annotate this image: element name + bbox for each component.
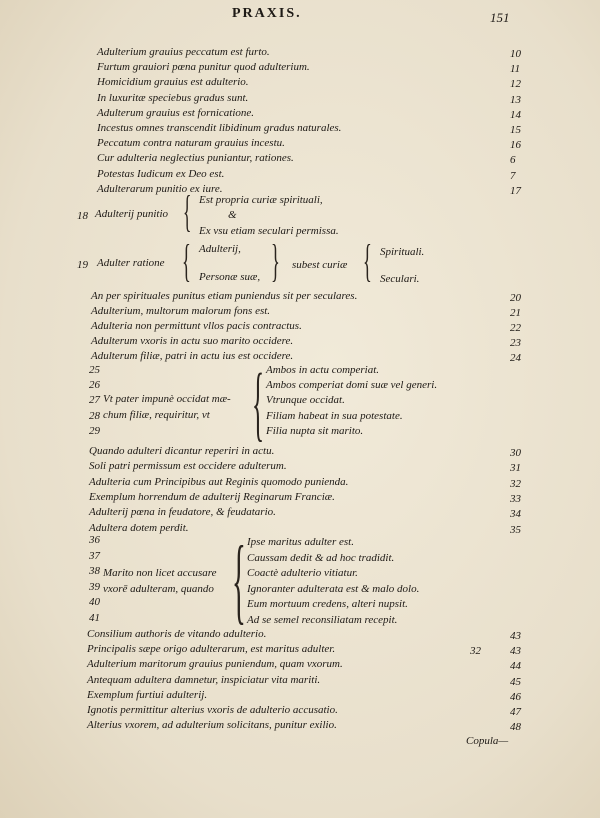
marginal-number: 34 <box>510 508 521 521</box>
brace-item: Ipse maritus adulter est. <box>247 536 354 548</box>
summary-line: Adulteria non permittunt vllos pacis contractus. <box>91 320 302 332</box>
summary-line: Adulterium, multorum malorum fons est. <box>91 305 271 317</box>
marginal-number: 36 <box>89 534 100 546</box>
brace-item: Ad se semel reconsiliatam recepit. <box>247 613 398 626</box>
marginal-number: 20 <box>510 292 521 304</box>
marginal-number: 35 <box>510 523 521 536</box>
marginal-number: 13 <box>510 93 521 106</box>
marginal-number: 40 <box>89 596 100 608</box>
brace-item: Ex vsu etiam seculari permissa. <box>199 225 339 237</box>
marginal-number: 15 <box>510 124 521 136</box>
marginal-number: 43 <box>510 630 521 642</box>
summary-line: Soli patri permissum est occidere adulterum. <box>89 460 287 473</box>
marginal-number: 27 <box>89 394 100 407</box>
marginal-number: 30 <box>510 447 521 459</box>
brace-item: Adulterij, <box>199 243 241 255</box>
block-label: Adulterij punitio <box>95 208 169 220</box>
summary-line: Adulteria cum Principibus aut Reginis quomodo punienda. <box>89 475 349 488</box>
marginal-number: 12 <box>510 78 521 91</box>
summary-line: Exemplum horrendum de adulterij Reginarum Franciæ. <box>89 490 335 503</box>
marginal-number: 38 <box>89 565 100 577</box>
marginal-number: 10 <box>510 48 521 60</box>
summary-line: Furtum grauiori pœna punitur quod adulterium. <box>97 61 310 74</box>
marginal-number: 45 <box>510 675 521 688</box>
brace-item: Ignoranter adulterata est & malo dolo. <box>247 582 420 595</box>
summary-line: Adulterum grauius est fornicatione. <box>97 106 255 119</box>
marginal-number: 31 <box>510 462 521 475</box>
brace-icon: { <box>183 187 192 236</box>
marginal-number: 17 <box>510 184 521 197</box>
marginal-number: 7 <box>510 169 516 182</box>
brace-close-icon: } <box>271 235 280 286</box>
summary-line: Cur adulteria neglectius puniantur, rationes. <box>97 152 294 165</box>
marginal-number: 18 <box>77 210 88 222</box>
brace-item: Seculari. <box>380 273 420 285</box>
marginal-number: 46 <box>510 690 521 703</box>
brace-item: Coactè adulterio vitiatur. <box>247 567 358 579</box>
brace-item: subest curiæ <box>292 259 348 271</box>
brace-item: Personæ suæ, <box>199 271 261 283</box>
running-head: PRAXIS. <box>232 6 302 21</box>
marginal-number: 24 <box>510 352 521 364</box>
marginal-number: 37 <box>89 549 100 562</box>
marginal-number: 47 <box>510 706 521 718</box>
marginal-number: 39 <box>89 580 100 593</box>
marginal-number: 28 <box>89 409 100 422</box>
summary-line: Potestas Iudicum ex Deo est. <box>97 167 225 180</box>
summary-line: Alterius vxorem, ad adulterium solicitans, punitur exilio. <box>87 719 337 732</box>
brace-item: Est propria curiæ spirituali, <box>199 194 323 206</box>
summary-line: Adulterum filiæ, patri in actu ius est occidere. <box>91 350 294 362</box>
summary-line: Antequam adultera damnetur, inspiciatur vita mariti. <box>87 673 321 686</box>
marginal-number: 6 <box>510 154 516 167</box>
summary-line: Adulterium grauius peccatum est furto. <box>97 46 270 58</box>
brace-item: Caussam dedit & ad hoc tradidit. <box>247 551 395 564</box>
block-label: Marito non licet accusare <box>103 567 217 579</box>
marginal-number: 43 <box>510 645 521 658</box>
summary-line: Adulterij pœna in feudatore, & feudatario. <box>89 506 276 519</box>
marginal-number: 32 <box>470 645 481 658</box>
brace-item: Vtrunque occidat. <box>266 394 345 407</box>
brace-icon: { <box>252 357 265 450</box>
marginal-number: 44 <box>510 660 521 673</box>
summary-line: Peccatum contra naturam grauius incestu. <box>97 137 285 150</box>
summary-line: In luxuritæ speciebus gradus sunt. <box>97 91 249 104</box>
summary-line: Ignotis permittitur alterius vxoris de adulterio accusatio. <box>87 704 338 716</box>
marginal-number: 29 <box>89 424 100 437</box>
marginal-number: 33 <box>510 492 521 505</box>
brace-icon: { <box>363 235 372 286</box>
catchword: Copula— <box>466 735 509 747</box>
marginal-number: 19 <box>77 259 88 271</box>
brace-item: Spirituali. <box>380 246 425 258</box>
block-label: Adulter ratione <box>97 257 165 269</box>
brace-icon: { <box>232 526 246 633</box>
marginal-number: 16 <box>510 139 521 152</box>
summary-line: Quando adulteri dicantur reperiri in actu. <box>89 445 275 457</box>
marginal-number: 48 <box>510 721 521 734</box>
brace-item: & <box>228 209 237 221</box>
summary-line: Consilium authoris de vitando adulterio. <box>87 628 267 640</box>
summary-line: Adultera dotem perdit. <box>89 521 189 534</box>
page-number: 151 <box>490 10 510 25</box>
marginal-number: 11 <box>510 63 521 76</box>
brace-item: Ambos comperiat domi suæ vel generi. <box>266 379 438 392</box>
marginal-number: 25 <box>89 364 100 376</box>
brace-icon: { <box>182 235 191 286</box>
block-label: Vt pater impunè occidat mæ- <box>103 393 231 405</box>
summary-line: Principalis sæpe origo adulterarum, est maritus adulter. <box>87 643 336 656</box>
summary-line: An per spirituales punitus etiam puniendus sit per seculares. <box>91 290 358 302</box>
marginal-number: 26 <box>89 379 100 392</box>
summary-line: Homicidium grauius est adulterio. <box>97 76 249 89</box>
marginal-number: 32 <box>510 477 521 490</box>
summary-line: Exemplum furtiui adulterij. <box>87 688 208 701</box>
brace-item: Filiam habeat in sua potestate. <box>266 409 403 422</box>
block-label: vxorē adulteram, quando <box>103 583 214 595</box>
brace-item: Ambos in actu comperiat. <box>266 364 380 376</box>
summary-line: Incestus omnes transcendit libidinum gradus naturales. <box>97 122 342 134</box>
marginal-number: 21 <box>510 307 521 319</box>
summary-line: Adulterarum punitio ex iure. <box>97 182 223 195</box>
marginal-number: 23 <box>510 337 521 349</box>
summary-line: Adulterum vxoris in actu suo marito occidere. <box>91 335 294 347</box>
marginal-number: 41 <box>89 611 100 624</box>
marginal-number: 14 <box>510 108 521 121</box>
summary-line: Adulterium maritorum grauius puniendum, quam vxorum. <box>87 658 343 671</box>
brace-item: Eum mortuum credens, alteri nupsit. <box>247 598 408 610</box>
block-label: chum filiæ, requiritur, vt <box>103 409 210 421</box>
marginal-number: 22 <box>510 322 521 334</box>
brace-item: Filia nupta sit marito. <box>266 424 364 437</box>
